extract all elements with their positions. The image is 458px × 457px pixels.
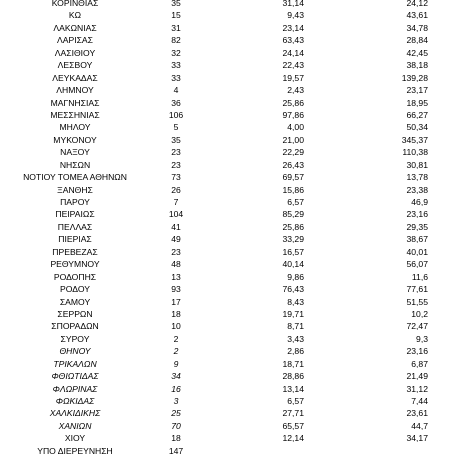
ratio-per-capita: 18,95 [406, 97, 428, 108]
ratio-per-capita: 345,37 [401, 134, 428, 145]
cases-count: 23 [171, 159, 181, 170]
cases-count: 13 [171, 271, 181, 282]
ratio-per-capita: 6,87 [411, 358, 428, 369]
cases-count: 10 [171, 321, 181, 332]
ratio-value: 27,71 [282, 408, 304, 419]
ratio-value: 19,71 [282, 308, 304, 319]
region-name: ΜΗΛΟΥ [59, 122, 91, 133]
region-name: ΛΕΣΒΟΥ [57, 60, 93, 71]
ratio-per-capita: 11,6 [411, 271, 428, 282]
table-row [0, 358, 458, 370]
ratio-per-capita: 28,84 [406, 35, 428, 46]
ratio-per-capita: 7,44 [411, 396, 428, 406]
region-name: ΣΥΡΟΥ [60, 333, 90, 344]
region-name: ΠΑΡΟΥ [60, 197, 90, 207]
ratio-value: 4,00 [287, 122, 304, 133]
ratio-per-capita: 24,12 [406, 0, 428, 8]
table-row [0, 233, 458, 245]
cases-count: 2 [173, 346, 179, 357]
cases-count: 106 [168, 109, 184, 120]
table-row [0, 283, 458, 295]
cases-count: 23 [171, 147, 181, 158]
ratio-value: 2,43 [287, 85, 304, 96]
region-name: ΛΑΡΙΣΑΣ [57, 35, 93, 46]
region-name: ΘΗΝΟΥ [59, 346, 91, 357]
ratio-per-capita: 38,18 [406, 60, 428, 71]
ratio-value: 22,29 [282, 147, 304, 158]
cases-count: 35 [171, 134, 181, 145]
cases-count: 2 [173, 333, 179, 344]
region-name: ΡΟΔΟΥ [60, 284, 90, 295]
table-row [0, 22, 458, 34]
region-name: ΝΑΞΟΥ [60, 147, 90, 158]
table-row [0, 445, 458, 457]
cases-count: 16 [171, 383, 181, 394]
cases-count: 31 [171, 22, 181, 33]
ratio-per-capita: 46,9 [411, 197, 428, 207]
table-row [0, 258, 458, 270]
ratio-value: 25,86 [282, 221, 304, 232]
ratio-per-capita: 38,67 [406, 234, 428, 245]
region-name: ΛΗΜΝΟΥ [56, 85, 94, 96]
ratio-per-capita: 44,7 [411, 420, 428, 431]
table-row [0, 121, 458, 133]
ratio-value: 33,29 [282, 234, 304, 245]
region-name: ΡΕΘΥΜΝΟΥ [50, 259, 100, 270]
ratio-per-capita: 110,38 [402, 147, 428, 158]
cases-count: 147 [168, 445, 184, 456]
table-row [0, 171, 458, 183]
ratio-value: 19,57 [282, 72, 304, 83]
cases-count: 3 [173, 396, 179, 406]
region-name: ΚΩ [68, 10, 82, 21]
table-row [0, 420, 458, 432]
region-name: ΣΠΟΡΑΔΩΝ [51, 321, 99, 332]
table-row [0, 395, 458, 407]
ratio-value: 21,00 [282, 134, 304, 145]
table-row [0, 296, 458, 308]
ratio-value: 23,14 [282, 22, 304, 33]
region-name: ΚΟΡΙΝΘΙΑΣ [51, 0, 99, 8]
region-name: ΦΛΩΡΙΝΑΣ [52, 383, 98, 394]
ratio-per-capita: 50,34 [406, 122, 428, 133]
ratio-value: 15,86 [282, 184, 304, 195]
ratio-value: 6,57 [287, 197, 304, 207]
table-row [0, 246, 458, 258]
table-row [0, 184, 458, 196]
region-name: ΜΕΣΣΗΝΙΑΣ [50, 109, 100, 120]
table-row [0, 333, 458, 345]
cases-count: 73 [171, 172, 181, 183]
cases-count: 4 [173, 85, 179, 96]
region-name: ΝΗΣΩΝ [59, 159, 91, 170]
table-row [0, 320, 458, 332]
cases-count: 93 [171, 284, 181, 295]
ratio-value: 26,43 [282, 159, 304, 170]
cases-count: 15 [171, 10, 181, 21]
ratio-value: 13,14 [282, 383, 304, 394]
table-row [0, 196, 458, 208]
cases-count: 49 [171, 234, 181, 245]
region-name: ΜΑΓΝΗΣΙΑΣ [50, 97, 100, 108]
ratio-value: 12,14 [282, 433, 304, 444]
cases-count: 70 [171, 420, 181, 431]
region-name: ΣΑΜΟΥ [59, 296, 91, 307]
region-name: ΠΕΙΡΑΙΩΣ [55, 209, 95, 220]
ratio-value: 2,86 [287, 346, 304, 357]
region-name: ΛΑΣΙΘΙΟΥ [54, 47, 96, 58]
ratio-per-capita: 9,3 [416, 333, 428, 344]
ratio-per-capita: 34,17 [406, 433, 428, 444]
ratio-per-capita: 23,61 [406, 408, 428, 419]
region-name: ΤΡΙΚΑΛΩΝ [53, 358, 97, 369]
cases-count: 33 [171, 60, 181, 71]
table-row [0, 47, 458, 59]
table-row [0, 134, 458, 146]
table-row [0, 221, 458, 233]
cases-count: 41 [171, 221, 181, 232]
ratio-value: 24,14 [282, 47, 304, 58]
table-row [0, 432, 458, 444]
table-row [0, 407, 458, 419]
ratio-value: 65,57 [282, 420, 304, 431]
table-row [0, 159, 458, 171]
ratio-per-capita: 23,16 [406, 209, 428, 220]
ratio-per-capita: 23,38 [406, 184, 428, 195]
ratio-per-capita: 13,78 [406, 172, 428, 183]
region-name: ΥΠΟ ΔΙΕΡΕΥΝΗΣΗ [37, 445, 113, 456]
ratio-value: 9,86 [287, 271, 304, 282]
cases-count: 9 [173, 358, 179, 369]
ratio-value: 40,14 [282, 259, 304, 270]
ratio-per-capita: 51,55 [406, 296, 428, 307]
table-row [0, 208, 458, 220]
region-name: ΧΑΛΚΙΔΙΚΗΣ [49, 408, 101, 419]
table-row [0, 0, 458, 9]
region-name: ΝΟΤΙΟΥ ΤΟΜΕΑ ΑΘΗΝΩΝ [23, 172, 127, 183]
ratio-value: 9,43 [287, 10, 304, 21]
table-row [0, 109, 458, 121]
cases-count: 32 [171, 47, 181, 58]
cases-count: 33 [171, 72, 181, 83]
ratio-per-capita: 43,61 [406, 10, 428, 21]
ratio-per-capita: 72,47 [406, 321, 428, 332]
cases-count: 36 [171, 97, 181, 108]
ratio-value: 63,43 [282, 35, 304, 46]
cases-count: 26 [171, 184, 181, 195]
cases-count: 35 [171, 0, 181, 8]
region-name: ΞΑΝΘΗΣ [57, 184, 93, 195]
ratio-value: 6,57 [287, 396, 304, 406]
cases-count: 23 [171, 246, 181, 257]
table-row [0, 345, 458, 357]
ratio-per-capita: 77,61 [406, 284, 428, 295]
table-row [0, 383, 458, 395]
ratio-per-capita: 21,49 [406, 371, 428, 382]
ratio-per-capita: 23,16 [406, 346, 428, 357]
ratio-value: 25,86 [282, 97, 304, 108]
table-row [0, 271, 458, 283]
ratio-value: 16,57 [282, 246, 304, 257]
table-row [0, 146, 458, 158]
ratio-per-capita: 29,35 [406, 221, 428, 232]
ratio-value: 69,57 [282, 172, 304, 183]
ratio-per-capita: 42,45 [406, 47, 428, 58]
region-name: ΠΙΕΡΙΑΣ [58, 234, 92, 245]
ratio-per-capita: 23,17 [406, 85, 428, 96]
table-row [0, 308, 458, 320]
ratio-per-capita: 30,81 [406, 159, 428, 170]
ratio-per-capita: 56,07 [406, 259, 428, 270]
table-row [0, 59, 458, 71]
region-name: ΜΥΚΟΝΟΥ [53, 134, 97, 145]
region-name: ΡΟΔΟΠΗΣ [53, 271, 97, 282]
ratio-value: 8,43 [287, 296, 304, 307]
ratio-value: 18,71 [282, 358, 304, 369]
region-name: ΠΕΛΛΑΣ [57, 221, 93, 232]
ratio-per-capita: 40,01 [406, 246, 428, 257]
ratio-per-capita: 31,12 [406, 383, 428, 394]
cases-count: 104 [168, 209, 184, 220]
ratio-value: 28,86 [282, 371, 304, 382]
ratio-value: 97,86 [282, 109, 304, 120]
ratio-value: 76,43 [282, 284, 304, 295]
ratio-per-capita: 139,28 [401, 72, 428, 83]
ratio-per-capita: 10,2 [411, 308, 428, 319]
ratio-value: 3,43 [287, 333, 304, 344]
table-row [0, 34, 458, 46]
cases-count: 25 [171, 408, 181, 419]
cases-count: 48 [171, 259, 181, 270]
table-row [0, 72, 458, 84]
cases-count: 34 [171, 371, 181, 382]
region-name: ΦΘΙΩΤΙΔΑΣ [51, 371, 99, 382]
region-name: ΠΡΕΒΕΖΑΣ [52, 246, 98, 257]
cases-count: 7 [173, 197, 179, 207]
region-name: ΧΙΟΥ [64, 433, 86, 444]
region-name: ΧΑΝΙΩΝ [58, 420, 92, 431]
region-name: ΣΕΡΡΩΝ [57, 308, 93, 319]
cases-count: 18 [171, 308, 181, 319]
table-row [0, 97, 458, 109]
region-name: ΛΕΥΚΑΔΑΣ [52, 72, 98, 83]
cases-count: 5 [173, 122, 179, 133]
table-row [0, 370, 458, 382]
cases-count: 82 [171, 35, 181, 46]
ratio-value: 85,29 [282, 209, 304, 220]
table-row [0, 84, 458, 96]
ratio-value: 8,71 [287, 321, 304, 332]
cases-count: 18 [171, 433, 181, 444]
cases-count: 17 [171, 296, 181, 307]
ratio-per-capita: 34,78 [406, 22, 428, 33]
ratio-per-capita: 66,27 [406, 109, 428, 120]
table-row [0, 9, 458, 21]
region-name: ΦΩΚΙΔΑΣ [55, 396, 95, 406]
ratio-value: 31,14 [282, 0, 304, 8]
ratio-value: 22,43 [282, 60, 304, 71]
region-name: ΛΑΚΩΝΙΑΣ [53, 22, 97, 33]
